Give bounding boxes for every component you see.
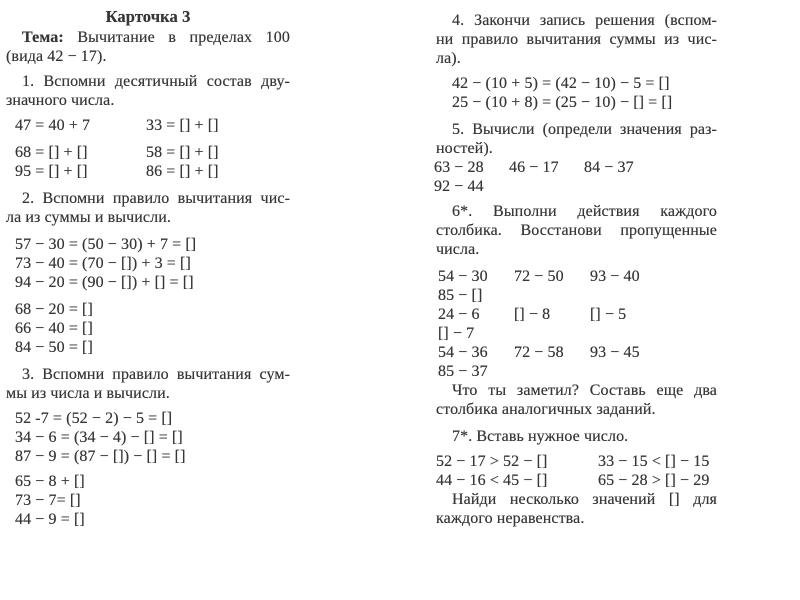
- equation: 73 − 40 = (70 − []) + 3 = []: [15, 255, 191, 272]
- task-3-heading-line: мы из числа и вычисли.: [6, 385, 170, 402]
- task-6: [436, 202, 717, 419]
- note-line: каждого неравенства.: [436, 510, 585, 527]
- note-line: Что ты заметил? Составь еще два: [452, 382, 717, 399]
- expression: [] − 5: [590, 306, 627, 323]
- task-7-note: [436, 490, 717, 528]
- theme-line-2: (вида 42 − 17).: [6, 48, 107, 65]
- equation: 94 − 20 = (90 − []) + [] = []: [15, 274, 194, 291]
- expression: 85 − 37: [438, 363, 488, 380]
- equation: 68 − 20 = []: [15, 301, 93, 318]
- table-row: [438, 305, 717, 343]
- expression: 54 − 30: [438, 268, 488, 285]
- equation: 52 -7 = (52 − 2) − 5 = []: [15, 410, 173, 427]
- equation: 44 − 9 = []: [15, 511, 85, 528]
- note-line: столбика аналогичных заданий.: [436, 401, 656, 418]
- task-6-note: [436, 381, 717, 419]
- inequality-row: [436, 452, 717, 471]
- expression: 93 − 45: [590, 344, 640, 361]
- expression: 63 − 28: [434, 159, 484, 176]
- table-row: [438, 343, 717, 381]
- expression: 46 − 17: [509, 159, 559, 176]
- equation: 33 = [] + []: [146, 117, 219, 134]
- equation-row: [15, 116, 290, 135]
- equation: 42 − (10 + 5) = (42 − 10) − 5 = []: [452, 75, 670, 92]
- right-column: [436, 5, 717, 528]
- equation: 65 − 8 + []: [15, 473, 85, 490]
- equation-row: [15, 143, 290, 162]
- task-2-heading-line: 2. Вспомни правило вычитания чис-: [22, 190, 290, 207]
- expression: 85 − []: [438, 287, 483, 304]
- expression: [] − 8: [514, 306, 551, 323]
- task-3-group-2: [6, 472, 290, 529]
- card-title: Карточка 3: [105, 7, 191, 26]
- inequality: 65 − 28 > [] − 29: [598, 472, 710, 489]
- expression: 92 − 44: [434, 178, 484, 195]
- theme-paragraph: [6, 28, 290, 66]
- left-column: [6, 7, 290, 529]
- task-4-heading-line: ни правило вычитания суммы из чис-: [436, 31, 717, 48]
- task-5-heading-line: 5. Вычисли (определи значения раз-: [452, 121, 717, 138]
- task-5-heading-line: ностей).: [436, 140, 493, 157]
- theme-line-1: [6, 28, 290, 47]
- equation: 73 − 7= []: [15, 492, 81, 509]
- inequality: 52 − 17 > 52 − []: [436, 453, 548, 470]
- note-line: Найди несколько значений [] для: [452, 491, 717, 508]
- expression: 72 − 50: [514, 268, 564, 285]
- task-3-group-1: [6, 409, 290, 466]
- equation: 34 − 6 = (34 − 4) − [] = []: [15, 429, 183, 446]
- expression: 72 − 58: [514, 344, 564, 361]
- expression: [] − 7: [438, 325, 475, 342]
- equation: 95 = [] + []: [15, 163, 88, 180]
- task-1-heading-line: значного числа.: [6, 92, 115, 109]
- inequality: 33 − 15 < [] − 15: [598, 453, 710, 470]
- task-2-heading-line: ла из суммы и вычисли.: [6, 209, 171, 226]
- task-1-heading-line: 1. Вспомни десятичный состав дву-: [22, 73, 290, 90]
- task-6-heading-line: 6*. Выполни действия каждого: [452, 203, 717, 220]
- task-3-heading-line: 3. Вспомни правило вычитания сум-: [22, 366, 290, 383]
- task-4-heading-line: 4. Закончи запись решения (вспом-: [452, 12, 717, 29]
- expression: 93 − 40: [590, 268, 640, 285]
- task-1: [6, 72, 290, 181]
- expression: 84 − 37: [584, 159, 634, 176]
- equation-row: [15, 162, 290, 181]
- equation: 86 = [] + []: [146, 163, 219, 180]
- task-4-heading-line: ла).: [436, 50, 461, 67]
- task-4: [436, 11, 717, 112]
- task-7: [436, 427, 717, 528]
- equation: 57 − 30 = (50 − 30) + 7 = []: [15, 236, 197, 253]
- task-4-equations: [436, 74, 717, 112]
- task-7-inequalities: [436, 452, 717, 490]
- task-1-equations-b: [6, 143, 290, 181]
- inequality: 44 − 16 < 45 − []: [436, 472, 548, 489]
- expression: 54 − 36: [438, 344, 488, 361]
- equation: 47 = 40 + 7: [15, 117, 91, 134]
- equation: 66 − 40 = []: [15, 320, 93, 337]
- task-5-expressions-row: [434, 158, 717, 196]
- equation: 68 = [] + []: [15, 144, 88, 161]
- equation: 25 − (10 + 8) = (25 − 10) − [] = []: [452, 94, 673, 111]
- task-2-group-1: [6, 235, 290, 292]
- task-6-columns-table: [436, 267, 717, 381]
- table-row: [438, 267, 717, 305]
- task-6-heading-line: числа.: [436, 241, 480, 258]
- task-2-group-2: [6, 300, 290, 357]
- theme-text: Вычитание в пределах 100: [77, 29, 290, 46]
- equation: 84 − 50 = []: [15, 339, 93, 356]
- equation: 87 − 9 = (87 − []) − [] = []: [15, 448, 186, 465]
- task-2: [6, 189, 290, 357]
- task-1-equations-a: [6, 116, 290, 135]
- equation: 58 = [] + []: [146, 144, 219, 161]
- task-6-heading-line: столбика. Восстанови пропущенные: [436, 222, 717, 239]
- task-5: [436, 120, 717, 196]
- task-3: [6, 365, 290, 529]
- theme-label: Тема:: [22, 29, 64, 46]
- inequality-row: [436, 471, 717, 490]
- expression: 24 − 6: [438, 306, 480, 323]
- task-7-heading-line: 7*. Вставь нужное число.: [452, 428, 629, 445]
